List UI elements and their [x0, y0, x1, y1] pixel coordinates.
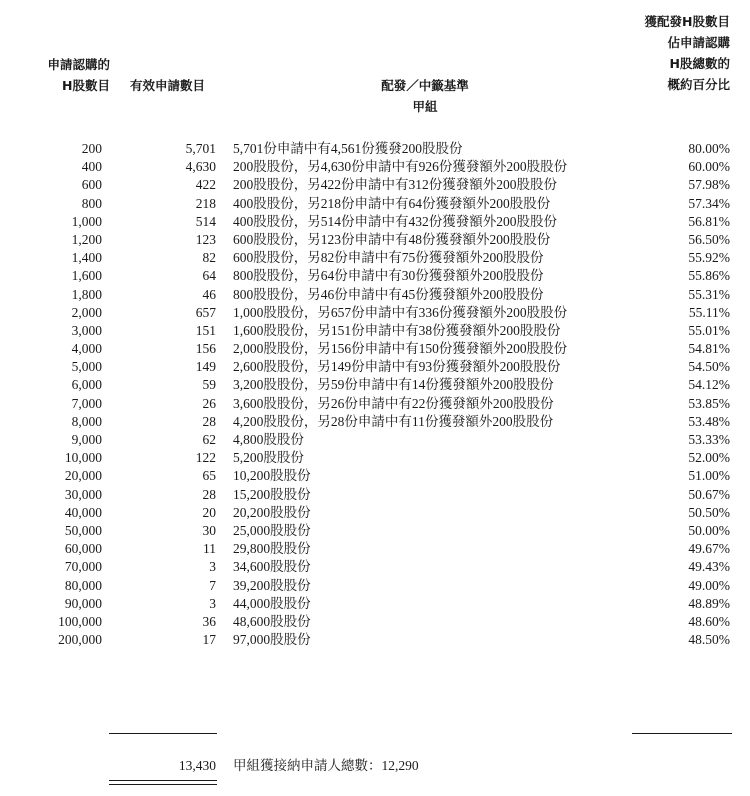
percentage-cell: 50.67% — [688, 486, 730, 502]
valid-applications-cell: 65 — [202, 468, 216, 484]
valid-applications-cell: 30 — [202, 522, 216, 538]
allotment-basis-cell: 200股股份，另4,630份申請中有926份獲發額外200股股份 — [233, 159, 568, 175]
allotment-basis-cell: 25,000股股份 — [233, 522, 311, 538]
shares-applied-cell: 7,000 — [71, 395, 102, 411]
percentage-cell: 53.33% — [688, 432, 730, 447]
header-approx-percentage — [620, 11, 730, 95]
valid-applications-cell: 156 — [195, 341, 216, 357]
table-row — [0, 413, 750, 431]
table-row — [0, 158, 750, 176]
table-row — [0, 286, 750, 304]
allotment-basis-cell: 1,600股股份，另151份申請中有38份獲發額外200股股份 — [233, 322, 561, 338]
percentage-cell: 55.11% — [688, 304, 730, 320]
percentage-cell: 49.67% — [688, 541, 730, 557]
table-row — [0, 486, 750, 504]
table-row — [0, 504, 750, 522]
header-line: H股數目 — [62, 78, 110, 93]
percentage-cell: 55.86% — [688, 268, 730, 284]
percentage-cell: 56.50% — [688, 231, 730, 247]
valid-applications-cell: 151 — [195, 322, 216, 338]
percentage-cell: 54.50% — [688, 359, 730, 375]
percentage-cell: 55.01% — [688, 322, 730, 338]
allotment-basis-cell: 3,600股股份，另26份申請中有22份獲發額外200股股份 — [233, 395, 554, 411]
valid-applications-cell: 59 — [202, 377, 216, 393]
percentage-cell: 53.48% — [688, 413, 730, 429]
header-line: 佔申請認購 — [667, 35, 730, 50]
shares-applied-cell: 2,000 — [71, 304, 102, 320]
allotment-basis-cell: 800股股份，另46份申請中有45份獲發額外200股股份 — [233, 286, 544, 302]
shares-applied-cell: 60,000 — [64, 541, 102, 557]
shares-applied-cell: 4,000 — [71, 341, 102, 357]
allotment-basis-cell: 48,600股股份 — [233, 613, 311, 629]
table-row — [0, 340, 750, 358]
allotment-table — [0, 140, 750, 649]
shares-applied-cell: 50,000 — [64, 522, 102, 538]
shares-applied-cell: 3,000 — [71, 322, 102, 338]
shares-applied-cell: 1,800 — [71, 286, 102, 302]
valid-applications-cell: 4,630 — [185, 159, 216, 175]
percentage-cell: 49.00% — [688, 577, 730, 593]
percentage-cell: 57.98% — [688, 177, 730, 193]
shares-applied-cell: 1,000 — [71, 213, 102, 229]
shares-applied-cell: 1,400 — [71, 250, 102, 266]
valid-applications-cell: 123 — [195, 231, 216, 247]
allotment-basis-cell: 39,200股股份 — [233, 577, 311, 593]
shares-applied-cell: 600 — [81, 177, 102, 193]
header-line: 配發／中籤基準 — [381, 78, 469, 93]
percentage-cell: 55.31% — [688, 286, 730, 302]
percentage-cell: 49.43% — [688, 559, 730, 575]
valid-applications-cell: 17 — [202, 632, 216, 648]
valid-applications-cell: 11 — [203, 541, 216, 557]
table-row — [0, 558, 750, 576]
table-row — [0, 449, 750, 467]
header-line: 甲組 — [412, 99, 438, 114]
table-row — [0, 395, 750, 413]
valid-applications-cell: 36 — [202, 613, 216, 629]
allotment-basis-cell: 34,600股股份 — [233, 559, 311, 575]
valid-applications-cell: 3 — [209, 559, 216, 575]
valid-applications-cell: 218 — [195, 195, 216, 211]
allotment-basis-cell: 4,200股股份，另28份申請中有11份獲發額外200股股份 — [233, 413, 554, 429]
allotment-basis-cell: 29,800股股份 — [233, 541, 311, 557]
allotment-basis-cell: 400股股份，另218份申請中有64份獲發額外200股股份 — [233, 195, 551, 211]
allotment-basis-cell: 20,200股股份 — [233, 504, 311, 520]
valid-applications-cell: 28 — [202, 486, 216, 502]
allotment-basis-cell: 10,200股股份 — [233, 468, 311, 484]
allotment-basis-cell: 400股股份，另514份申請中有432份獲發額外200股股份 — [233, 213, 557, 229]
table-row — [0, 358, 750, 376]
header-line: H股總數的 — [669, 56, 730, 71]
shares-applied-cell: 8,000 — [71, 413, 102, 429]
header-line: 申請認購的 — [47, 57, 110, 72]
allotment-basis-cell: 5,200股股份 — [233, 450, 304, 466]
percentage-cell: 51.00% — [688, 468, 730, 484]
table-row — [0, 522, 750, 540]
valid-applications-cell: 46 — [202, 286, 216, 302]
shares-applied-cell: 1,200 — [71, 231, 102, 247]
allotment-basis-cell: 97,000股股份 — [233, 632, 311, 648]
percentage-cell: 48.50% — [688, 632, 730, 648]
shares-applied-cell: 5,000 — [71, 359, 102, 375]
header-line: 有效申請數目 — [130, 78, 206, 93]
table-row — [0, 267, 750, 285]
table-row — [0, 231, 750, 249]
percentage-cell: 53.85% — [688, 395, 730, 411]
table-row — [0, 431, 750, 449]
total-applications: 13,430 — [178, 758, 216, 773]
allotment-basis-cell: 600股股份，另82份申請中有75份獲發額外200股股份 — [233, 250, 544, 266]
shares-applied-cell: 800 — [81, 195, 102, 211]
percentage-cell: 57.34% — [688, 195, 730, 211]
header-line: 獲配發H股數目 — [644, 14, 730, 29]
shares-applied-cell: 100,000 — [58, 613, 102, 629]
table-row — [0, 322, 750, 340]
table-row — [0, 304, 750, 322]
valid-applications-cell: 26 — [202, 395, 216, 411]
percentage-cell: 50.00% — [688, 522, 730, 538]
allotment-basis-cell: 600股股份，另123份申請中有48份獲發額外200股股份 — [233, 231, 551, 247]
allotment-basis-cell: 4,800股股份 — [233, 432, 304, 447]
shares-applied-cell: 20,000 — [64, 468, 102, 484]
valid-applications-cell: 657 — [195, 304, 216, 320]
table-row — [0, 195, 750, 213]
allotment-basis-cell: 1,000股股份，另657份申請中有336份獲發額外200股股份 — [233, 304, 568, 320]
percentage-cell: 48.89% — [688, 595, 730, 611]
table-row — [0, 467, 750, 485]
table-row — [0, 249, 750, 267]
valid-applications-cell: 62 — [202, 432, 216, 447]
valid-applications-cell: 5,701 — [185, 141, 216, 156]
shares-applied-cell: 9,000 — [71, 432, 102, 447]
percentage-cell: 80.00% — [688, 141, 730, 156]
header-line: 概約百分比 — [667, 77, 730, 92]
shares-applied-cell: 200,000 — [58, 632, 102, 648]
allotment-basis-cell: 800股股份，另64份申請中有30份獲發額外200股股份 — [233, 268, 544, 284]
shares-applied-cell: 400 — [81, 159, 102, 175]
shares-applied-cell: 90,000 — [64, 595, 102, 611]
table-row — [0, 577, 750, 595]
shares-applied-cell: 40,000 — [64, 504, 102, 520]
percentage-cell: 55.92% — [688, 250, 730, 266]
subtotal-rule — [109, 733, 217, 734]
header-valid-applications — [130, 75, 220, 96]
allotment-basis-cell: 5,701份申請中有4,561份獲發200股股份 — [233, 141, 463, 156]
shares-applied-cell: 200 — [81, 141, 102, 156]
shares-applied-cell: 30,000 — [64, 486, 102, 502]
percentage-cell: 48.60% — [688, 613, 730, 629]
table-row — [0, 613, 750, 631]
valid-applications-cell: 122 — [195, 450, 216, 466]
valid-applications-cell: 514 — [195, 213, 216, 229]
percentage-cell: 60.00% — [688, 159, 730, 175]
table-row — [0, 595, 750, 613]
valid-applications-cell: 28 — [202, 413, 216, 429]
table-row — [0, 176, 750, 194]
shares-applied-cell: 80,000 — [64, 577, 102, 593]
header-basis-of-allotment — [370, 75, 480, 117]
shares-applied-cell: 10,000 — [64, 450, 102, 466]
valid-applications-cell: 20 — [202, 504, 216, 520]
valid-applications-cell: 3 — [209, 595, 216, 611]
table-row — [0, 376, 750, 394]
table-row — [0, 540, 750, 558]
double-underline-top — [109, 780, 217, 781]
allotment-basis-cell: 2,000股股份，另156份申請中有150份獲發額外200股股份 — [233, 341, 568, 357]
table-row — [0, 213, 750, 231]
percentage-cell: 54.81% — [688, 341, 730, 357]
valid-applications-cell: 422 — [195, 177, 216, 193]
allotment-basis-cell: 2,600股股份，另149份申請中有93份獲發額外200股股份 — [233, 359, 561, 375]
allotment-basis-cell: 15,200股股份 — [233, 486, 311, 502]
allotment-basis-cell: 3,200股股份，另59份申請中有14份獲發額外200股股份 — [233, 377, 554, 393]
percentage-cell: 54.12% — [688, 377, 730, 393]
table-row — [0, 631, 750, 649]
shares-applied-cell: 6,000 — [71, 377, 102, 393]
valid-applications-cell: 149 — [195, 359, 216, 375]
percentage-cell: 50.50% — [688, 504, 730, 520]
header-shares-applied — [40, 54, 110, 96]
allotment-basis-cell: 200股股份，另422份申請中有312份獲發額外200股股份 — [233, 177, 557, 193]
valid-applications-cell: 64 — [202, 268, 216, 284]
table-row — [0, 140, 750, 158]
percent-column-rule — [632, 733, 732, 734]
shares-applied-cell: 1,600 — [71, 268, 102, 284]
shares-applied-cell: 70,000 — [64, 559, 102, 575]
valid-applications-cell: 82 — [202, 250, 216, 266]
total-successful-applicants: 甲組獲接納申請人總數：12,290 — [233, 758, 419, 773]
percentage-cell: 52.00% — [688, 450, 730, 466]
double-underline-bottom — [109, 784, 217, 785]
valid-applications-cell: 7 — [209, 577, 216, 593]
allotment-basis-cell: 44,000股股份 — [233, 595, 311, 611]
percentage-cell: 56.81% — [688, 213, 730, 229]
